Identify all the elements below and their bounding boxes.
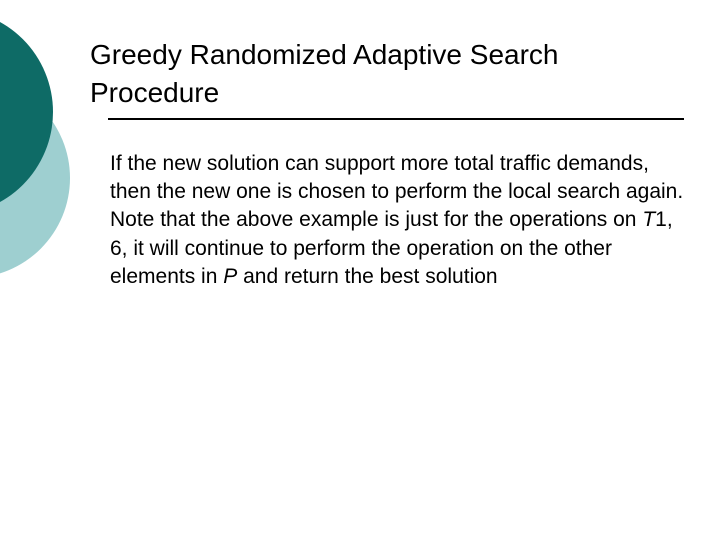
variable-p: P: [223, 264, 238, 288]
body-text-part-2: 1, 6, it will continue to perform the operation on the other elements in: [110, 208, 673, 288]
body-text-part-3: and return the best solution: [237, 264, 498, 288]
body-paragraph: [110, 150, 695, 291]
title-line-2: Procedure: [90, 77, 220, 108]
decorative-circles: [0, 0, 80, 300]
slide-title: [90, 36, 690, 112]
variable-t: T: [642, 208, 656, 232]
body-text-part-1: If the new solution can support more total traffic demands, then the new one is chosen to perform the local search again. Note that the above example is just for the operations on: [110, 152, 684, 232]
title-line-1: Greedy Randomized Adaptive Search: [90, 39, 559, 70]
title-divider: [108, 118, 684, 120]
